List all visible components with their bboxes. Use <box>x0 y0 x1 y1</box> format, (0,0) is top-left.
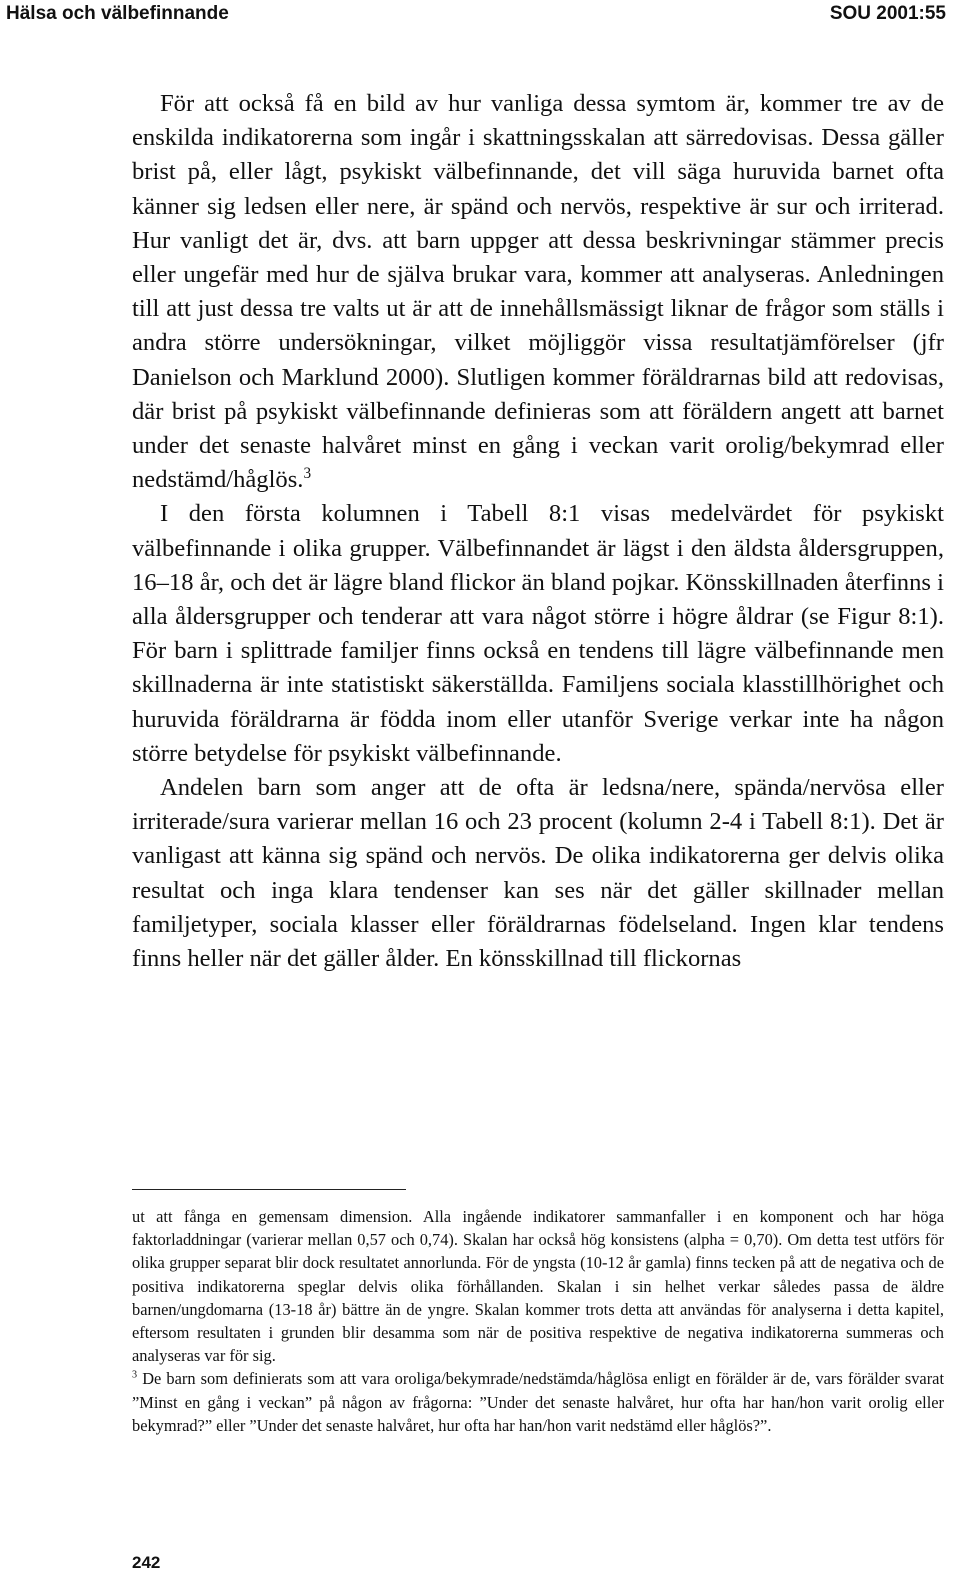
paragraph-text: Andelen barn som anger att de ofta är ledsna/nere, spända/nervösa eller irriterade/sura varierar mellan 16 och 23 procent (kolumn 2-4 i Tabell 8:1). Det är vanligast att känna sig spänd och nervös. De olika indikatorerna ger delvis olika resultat och inga klara tendenser kan ses när det gäller skillnader mellan familjetyper, sociala klasser eller föräldrarnas födelseland. Ingen klar tendens finns heller när det gäller ålder. En könsskillnad till flickornas <box>132 774 944 973</box>
paragraph-text: För att också få en bild av hur vanliga dessa symtom är, kommer tre av de enskilda indikatorerna som ingår i skattningsskalan att särredovisas. Dessa gäller brist på, eller lågt, psykiskt välbefinnande, det vill säga huruvida barnet ofta känner sig ledsen eller nere, är spänd och nervös, respektive är sur och irriterad. Hur vanligt det är, dvs. att barn uppger att dessa beskrivningar stämmer precis eller ungefär med hur de själva brukar vara, kommer att analyseras. Anledningen till att just dessa tre valts ut är att de innehållsmässigt liknar de frågor som ställs i andra större undersökningar, vilket möjliggör vissa resultatjämförelser (jfr Danielson och Marklund 2000). Slutligen kommer föräldrarnas bild att redovisas, där brist på psykiskt välbefinnande definieras som att föräldern angett att barnet under det senaste halvåret minst en gång i veckan varit orolig/bekymrad eller nedstämd/håglös. <box>132 90 944 494</box>
page-number: 242 <box>132 1553 161 1572</box>
footnote-continuation <box>132 1205 944 1367</box>
header-section-title: Hälsa och välbefinnande <box>6 3 229 24</box>
footnote-number: 3 <box>132 1369 138 1381</box>
footnote-text: ut att fånga en gemensam dimension. Alla ingående indikatorer sammanfaller i en komponent och har höga faktorladdningar (varierar mellan 0,57 och 0,74). Skalan har också hög konsistens (alpha = 0,70). Om detta test utförs för olika grupper separat blir dock resultatet annorlunda. För de yngsta (10-12 år gamla) finns tecken på att de negativa och de positiva indikatorerna speglar delvis olika förhållanden. Skalan i sin helhet verkar således passa de äldre barnen/ungdomarna (13-18 år) bättre än de yngre. Skalan kommer trots detta att användas för analyserna i detta kapitel, eftersom resultaten i grunden blir desamma som när de positiva respektive de negativa indikatorerna summeras och analyseras var för sig. <box>132 1207 944 1366</box>
footnote-text: De barn som definierats som att vara oroliga/bekymrade/nedstämda/håglösa enligt en förälder är de, vars förälder svarat ”Minst en gång i veckan” på någon av frågorna: ”Under det senaste halvåret, hur ofta har han/hon varit orolig eller bekymrad?” eller ”Under det senaste halvåret, hur ofta har han/hon varit nedstämd eller håglös?”. <box>132 1369 944 1435</box>
header-report-id: SOU 2001:55 <box>829 3 946 24</box>
running-header <box>6 2 946 26</box>
footnote <box>132 1367 944 1437</box>
body-text <box>132 87 944 976</box>
footnote-separator <box>132 1189 406 1190</box>
paragraph-text: I den första kolumnen i Tabell 8:1 visas medelvärdet för psykiskt välbefinnande i olika grupper. Välbefinnandet är lägst i den äldsta åldersgruppen, 16–18 år, och det är lägre bland flickor än bland pojkar. Könsskillnaden återfinns i alla åldersgrupper och tenderar att vara något större i högre åldrar (se Figur 8:1). För barn i splittrade familjer finns också en tendens till lägre välbefinnande men skillnaderna är inte statistiskt säkerställda. Familjens sociala klasstillhörighet och huruvida föräldrarna är födda inom eller utanför Sverige verkar inte ha någon större betydelse för psykiskt välbefinnande. <box>132 500 944 767</box>
footnote-reference: 3 <box>303 465 312 483</box>
paragraph <box>132 771 944 976</box>
footnotes <box>132 1205 944 1437</box>
paragraph <box>132 497 944 771</box>
paragraph <box>132 87 944 497</box>
